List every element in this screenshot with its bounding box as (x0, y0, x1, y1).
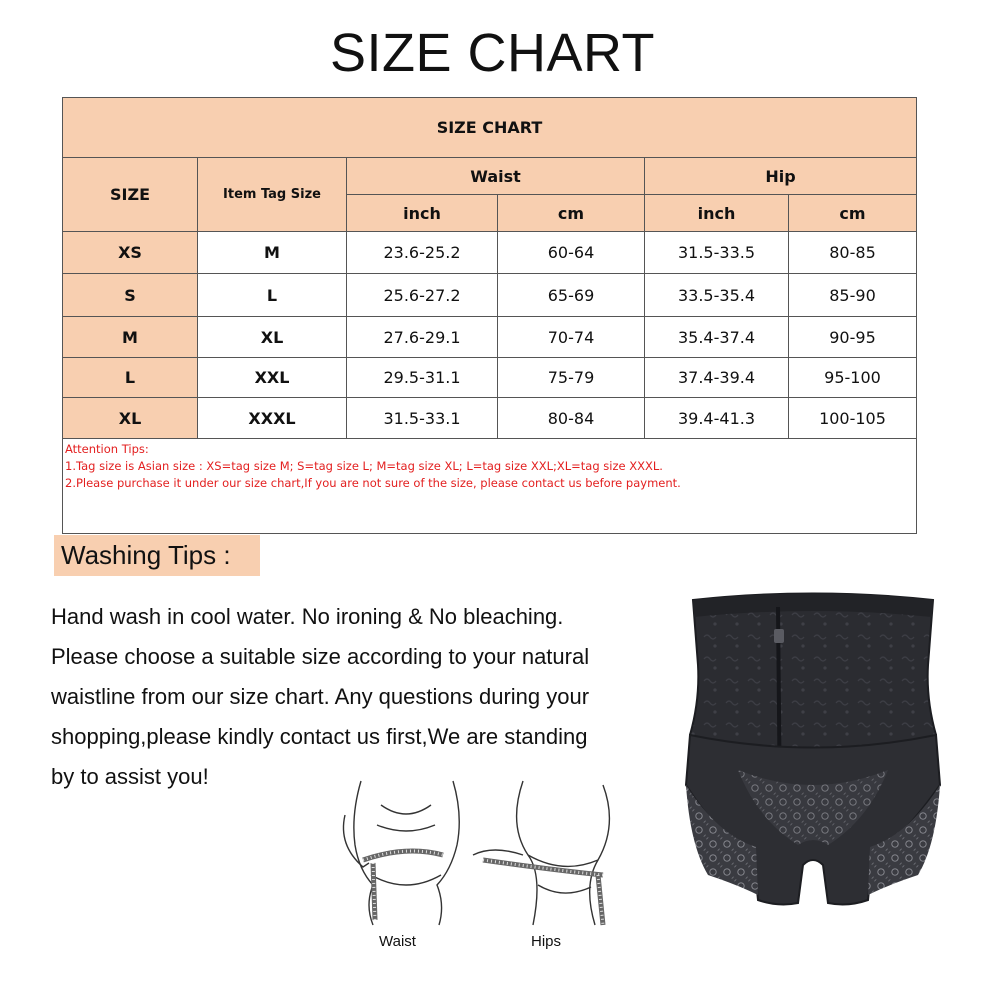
table-row (63, 358, 917, 398)
washing-line: Please choose a suitable size according to your natural (51, 644, 590, 669)
size-cell: M (63, 317, 198, 358)
table-row (63, 398, 917, 439)
tag-cell: XL (198, 317, 347, 358)
header-size: SIZE (63, 158, 198, 232)
washing-line: Hand wash in cool water. No ironing & No bleaching. (51, 604, 564, 629)
tips-line-2: 2.Please purchase it under our size chart,If you are not sure of the size, please contact us before payment. (65, 476, 681, 490)
header-waist: Waist (347, 158, 645, 195)
header-waist-inch: inch (347, 195, 498, 232)
table-row (63, 274, 917, 317)
size-cell: XS (63, 232, 198, 274)
hip-inch-cell: 35.4-37.4 (645, 317, 789, 358)
measurement-illustration (333, 775, 633, 935)
waist-inch-cell: 25.6-27.2 (347, 274, 498, 317)
washing-line: shopping,please kindly contact us first,We are standing (51, 724, 588, 749)
size-cell: L (63, 358, 198, 398)
page-title: SIZE CHART (329, 23, 656, 83)
washing-tips-text (51, 597, 651, 797)
table-row (63, 317, 917, 358)
size-cell: S (63, 274, 198, 317)
waist-cm-cell: 80-84 (498, 398, 645, 439)
tips-heading: Attention Tips: (65, 442, 149, 456)
hips-tape-icon (483, 860, 603, 925)
waist-inch-cell: 27.6-29.1 (347, 317, 498, 358)
waist-label: Waist (379, 933, 416, 950)
tag-cell: L (198, 274, 347, 317)
hip-cm-cell: 85-90 (789, 274, 917, 317)
attention-tips (63, 439, 917, 534)
header-hip-inch: inch (645, 195, 789, 232)
waist-inch-cell: 23.6-25.2 (347, 232, 498, 274)
tag-cell: XXL (198, 358, 347, 398)
washing-line: waistline from our size chart. Any questions during your (51, 684, 590, 709)
hips-figure-icon (473, 781, 609, 925)
header-tag-size: Item Tag Size (198, 158, 347, 232)
hip-cm-cell: 80-85 (789, 232, 917, 274)
shapewear-product-image (678, 585, 948, 915)
waist-cm-cell: 60-64 (498, 232, 645, 274)
table-title: SIZE CHART (63, 98, 917, 158)
hip-inch-cell: 37.4-39.4 (645, 358, 789, 398)
table-row (63, 232, 917, 274)
tips-line-1: 1.Tag size is Asian size : XS=tag size M; S=tag size L; M=tag size XL; L=tag size XXL;XL=tag size XXXL. (65, 459, 663, 473)
hip-cm-cell: 90-95 (789, 317, 917, 358)
tag-cell: XXXL (198, 398, 347, 439)
waist-cm-cell: 65-69 (498, 274, 645, 317)
waist-cm-cell: 75-79 (498, 358, 645, 398)
waist-inch-cell: 29.5-31.1 (347, 358, 498, 398)
waist-cm-cell: 70-74 (498, 317, 645, 358)
size-chart-table (62, 97, 917, 534)
washing-line: by to assist you! (51, 764, 209, 789)
header-hip-cm: cm (789, 195, 917, 232)
hip-cm-cell: 100-105 (789, 398, 917, 439)
hip-cm-cell: 95-100 (789, 358, 917, 398)
hip-inch-cell: 39.4-41.3 (645, 398, 789, 439)
header-waist-cm: cm (498, 195, 645, 232)
washing-tips-label: Washing Tips : (54, 535, 260, 576)
hip-inch-cell: 31.5-33.5 (645, 232, 789, 274)
size-cell: XL (63, 398, 198, 439)
hips-label: Hips (531, 933, 562, 950)
header-hip: Hip (645, 158, 917, 195)
waist-inch-cell: 31.5-33.1 (347, 398, 498, 439)
hip-inch-cell: 33.5-35.4 (645, 274, 789, 317)
tag-cell: M (198, 232, 347, 274)
